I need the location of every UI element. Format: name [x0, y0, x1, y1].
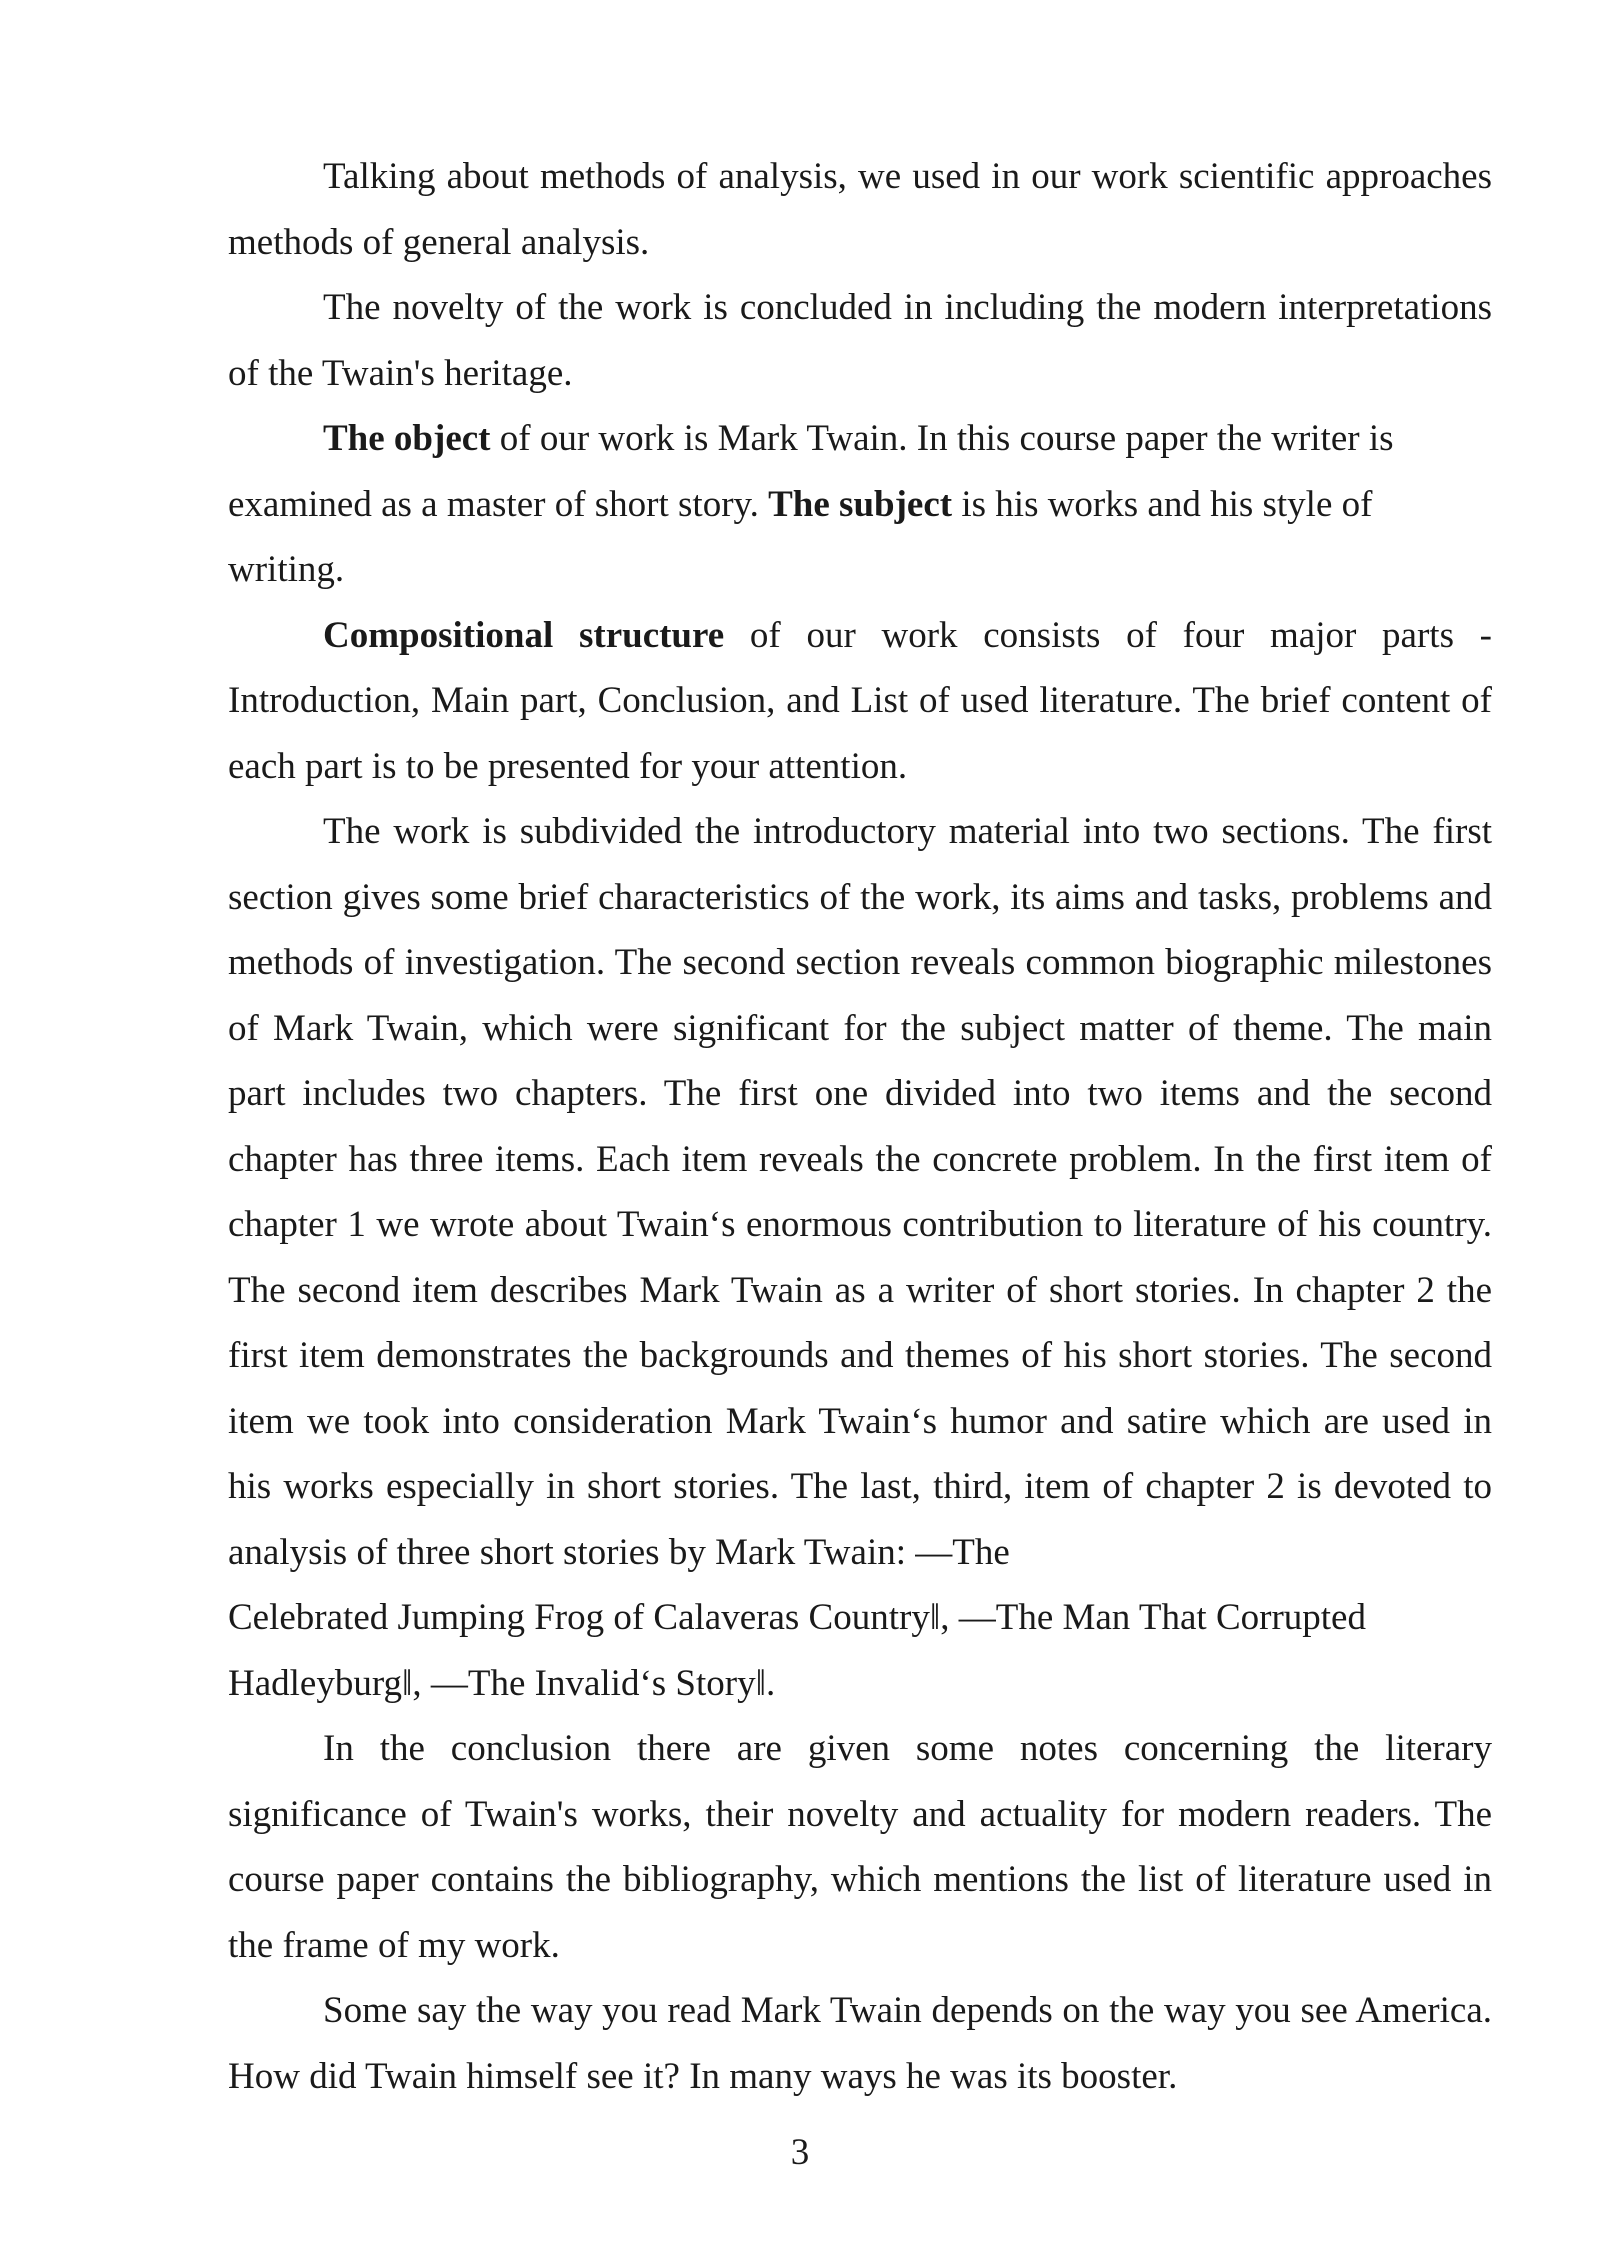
paragraph-object-subject — [228, 406, 1492, 603]
page-number: 3 — [790, 2132, 810, 2173]
content-line-frog: Celebrated Jumping Frog of Calaveras Country‖, ―The Man That Corrupted — [228, 1597, 1366, 1638]
paragraph-novelty-text: The novelty of the work is concluded in including the modern interpretations of the Twain's heritage. — [228, 287, 1492, 394]
subject-text: is his works and his style of writing. — [228, 483, 1373, 590]
object-text: of our work is Mark Twain. In this course paper the writer is examined as a master of short story. — [228, 418, 1394, 525]
content-line-hadleyburg: Hadleyburg‖, ―The Invalid‘s Story‖. — [228, 1662, 776, 1704]
paragraph-conclusion — [228, 1716, 1492, 1978]
structure-text: of our work consists of four major parts - Introduction, Main part, Conclusion, and List of used literature. The brief content of each part is to be presented for your attention. — [228, 614, 1493, 787]
paragraph-methods — [228, 144, 1492, 275]
object-term: The object — [323, 418, 491, 459]
conclusion-text: In the conclusion there are given some notes concerning the literary significance of Twain's works, their novelty and actuality for modern readers. The course paper contains the bibliography, which mentions the list of literature used in the frame of my work. — [228, 1728, 1492, 1966]
structure-term: Compositional structure — [323, 614, 725, 656]
paragraph-novelty — [228, 275, 1492, 406]
america-text: Some say the way you read Mark Twain depends on the way you see America. How did Twain himself see it? In many ways he was its booster. — [228, 1990, 1492, 2097]
paragraph-methods-text: Talking about methods of analysis, we used in our work scientific approaches methods of general analysis. — [228, 156, 1492, 263]
paragraph-structure — [228, 603, 1492, 800]
content-text: The work is subdivided the introductory material into two sections. The first section gives some brief characteristics of the work, its aims and tasks, problems and methods of investigation. The second section reveals common biographic milestones of Mark Twain, which were significant for the subject matter of theme. The main part includes two chapters. The first one divided into two items and the second chapter has three items. Each item reveals the concrete problem. In the first item of chapter 1 we wrote about Twain‘s enormous contribution to literature of his country. The second item describes Mark Twain as a writer of short stories. In chapter 2 the first item demonstrates the backgrounds and themes of his short stories. The second item we took into consideration Mark Twain‘s humor and satire which are used in his works especially in short stories. The last, third, item of chapter 2 is devoted to analysis of three short stories by Mark Twain: ―The — [228, 811, 1492, 1573]
body-text — [228, 144, 1492, 2109]
subject-term: The subject — [768, 483, 953, 525]
paragraph-content — [228, 799, 1492, 1585]
paragraph-america — [228, 1978, 1492, 2109]
